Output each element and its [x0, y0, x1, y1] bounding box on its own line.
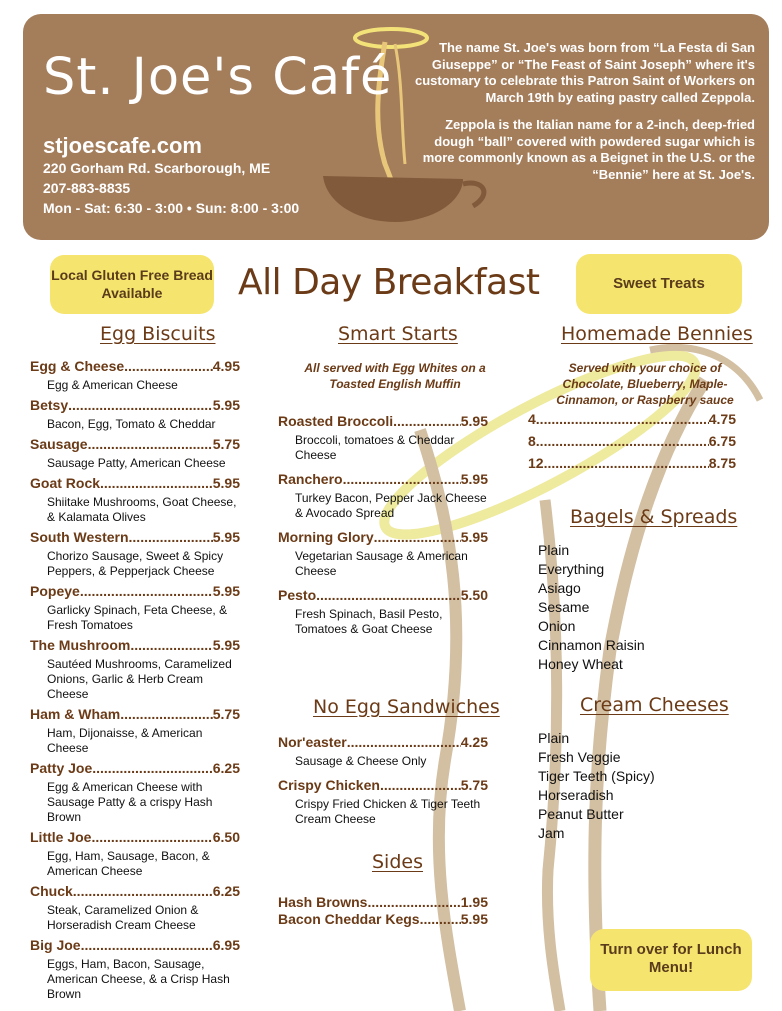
- leader-dots: [347, 734, 461, 750]
- menu-item-description: Steak, Caramelized Onion & Horseradish Cream Cheese: [47, 903, 199, 932]
- leader-dots: [130, 637, 212, 653]
- menu-item-name: Morning Glory: [278, 529, 374, 545]
- brand-name: St. Joe's Café: [43, 48, 393, 107]
- menu-item-price: 5.50: [460, 587, 488, 603]
- list-item: Plain: [538, 730, 570, 746]
- menu-item-name: Hash Browns: [278, 894, 368, 910]
- list-item: Jam: [538, 825, 565, 841]
- bagels-list: [538, 541, 645, 674]
- menu-item: [278, 777, 488, 827]
- bagels-title: Bagels & Spreads: [570, 506, 738, 528]
- bennies-note: Served with your choice of Chocolate, Blueberry, Maple-Cinnamon, or Raspberry sauce: [556, 361, 734, 407]
- list-item: Sesame: [538, 599, 590, 615]
- menu-item-header: [30, 829, 240, 845]
- menu-item-price: 5.95: [460, 529, 488, 545]
- story-paragraph: The name St. Joe's was born from “La Festa di San Giuseppe” or “The Feast of Saint Joseph” where it's customary to celebrate this Patron Saint of Workers on March 19th by eating pastry called Zeppola.: [414, 40, 755, 105]
- website-link[interactable]: stjoescafe.com: [43, 133, 202, 158]
- leader-dots: [73, 883, 213, 899]
- list-item: Cinnamon Raisin: [538, 637, 645, 653]
- menu-item-price: 4.75: [708, 411, 736, 427]
- menu-item: [278, 911, 488, 927]
- list-item: Peanut Butter: [538, 806, 624, 822]
- leader-dots: [68, 397, 213, 413]
- story-paragraph: Zeppola is the Italian name for a 2-inch, deep-fried dough “ball” covered with powdered sugar which is more commonly known as a Beignet in the U.S. or the “Bennie” here at St. Joe's.: [422, 117, 755, 182]
- address: 220 Gorham Rd. Scarborough, ME: [43, 160, 271, 176]
- menu-item-price: 6.50: [212, 829, 240, 845]
- leader-dots: [316, 587, 461, 603]
- menu-item: [528, 433, 736, 449]
- no-egg-list: [278, 734, 488, 835]
- menu-item-description: Sausage & Cheese Only: [295, 754, 427, 768]
- menu-item: [30, 358, 240, 393]
- list-item: Plain: [538, 542, 570, 558]
- menu-item-price: 6.95: [212, 937, 240, 953]
- list-item: Onion: [538, 618, 576, 634]
- menu-item-price: 6.25: [212, 883, 240, 899]
- menu-item: [30, 637, 240, 702]
- cream-cheeses-list: [538, 729, 655, 843]
- list-item: Honey Wheat: [538, 656, 623, 672]
- menu-item: [30, 529, 240, 579]
- leader-dots: [91, 829, 212, 845]
- menu-item-description: Broccoli, tomatoes & Cheddar Cheese: [295, 433, 455, 462]
- list-item: Horseradish: [538, 787, 614, 803]
- menu-item-name: Roasted Broccoli: [278, 413, 394, 429]
- smart-starts-list: [278, 413, 488, 645]
- menu-item-description: Ham, Dijonaisse, & American Cheese: [47, 726, 203, 755]
- menu-item-price: 5.75: [460, 777, 488, 793]
- menu-item-name: Big Joe: [30, 937, 81, 953]
- menu-item-description: Sausage Patty, American Cheese: [47, 456, 226, 470]
- menu-item-price: 6.75: [708, 433, 736, 449]
- leader-dots: [129, 529, 213, 545]
- turn-over-label: Turn over for Lunch Menu!: [600, 941, 742, 976]
- leader-dots: [380, 777, 461, 793]
- menu-item-price: 5.95: [212, 397, 240, 413]
- cream-cheeses-title: Cream Cheeses: [580, 694, 729, 716]
- menu-item: [30, 397, 240, 432]
- sweet-treats-badge: [576, 254, 742, 314]
- leader-dots: [393, 413, 461, 429]
- menu-item-name: Little Joe: [30, 829, 92, 845]
- list-item: Tiger Teeth (Spicy): [538, 768, 655, 784]
- menu-item-name: Crispy Chicken: [278, 777, 380, 793]
- turn-over-badge: [590, 929, 752, 991]
- gluten-free-label: Local Gluten Free Bread Available: [51, 267, 213, 301]
- menu-item-description: Sautéed Mushrooms, Caramelized Onions, Garlic & Herb Cream Cheese: [47, 657, 232, 701]
- sweet-treats-label: Sweet Treats: [613, 275, 705, 292]
- menu-item-price: 5.95: [460, 911, 488, 927]
- menu-item: [528, 411, 736, 427]
- menu-item-price: 5.95: [212, 637, 240, 653]
- leader-dots: [374, 529, 461, 545]
- gluten-free-badge: [50, 255, 214, 314]
- menu-item-name: Sausage: [30, 436, 88, 452]
- menu-item-name: Nor'easter: [278, 734, 347, 750]
- menu-item-name: The Mushroom: [30, 637, 131, 653]
- menu-item-header: [30, 583, 240, 599]
- menu-item-header: [30, 637, 240, 653]
- list-item: Asiago: [538, 580, 581, 596]
- menu-item-price: 5.95: [212, 583, 240, 599]
- menu-item-name: Betsy: [30, 397, 69, 413]
- menu-item-price: 5.75: [212, 706, 240, 722]
- menu-item: [528, 455, 736, 471]
- list-item: Everything: [538, 561, 605, 577]
- menu-item-description: Chorizo Sausage, Sweet & Spicy Peppers, & Pepperjack Cheese: [47, 549, 224, 578]
- leader-dots: [92, 760, 213, 776]
- menu-item-name: Ranchero: [278, 471, 343, 487]
- leader-dots: [120, 706, 213, 722]
- bennies-list: [528, 411, 736, 477]
- menu-item: [278, 894, 488, 910]
- menu-item: [278, 413, 488, 463]
- menu-item: [278, 529, 488, 579]
- menu-item-name: Popeye: [30, 583, 80, 599]
- leader-dots: [544, 455, 709, 471]
- menu-item-header: [30, 883, 240, 899]
- leader-dots: [88, 436, 213, 452]
- menu-item: [30, 829, 240, 879]
- hours: Mon - Sat: 6:30 - 3:00 • Sun: 8:00 - 3:00: [43, 200, 300, 216]
- egg-biscuits-title: Egg Biscuits: [100, 323, 216, 345]
- name-story: [410, 40, 755, 194]
- list-item: Fresh Veggie: [538, 749, 621, 765]
- menu-item-price: 6.25: [212, 760, 240, 776]
- menu-item-header: [278, 471, 488, 487]
- page-title: All Day Breakfast: [238, 262, 540, 303]
- menu-item-name: Patty Joe: [30, 760, 93, 776]
- menu-item-header: [278, 911, 488, 927]
- menu-item-name: 4: [528, 411, 536, 427]
- menu-item-price: 5.95: [460, 471, 488, 487]
- menu-item-price: 5.95: [212, 529, 240, 545]
- header-banner: [23, 14, 769, 240]
- no-egg-title: No Egg Sandwiches: [313, 696, 500, 718]
- menu-item-price: 1.95: [460, 894, 488, 910]
- menu-item-description: Shiitake Mushrooms, Goat Cheese, & Kalamata Olives: [47, 495, 237, 524]
- menu-item: [278, 471, 488, 521]
- sides-title: Sides: [372, 851, 423, 873]
- menu-item: [30, 937, 240, 1002]
- menu-item-header: [30, 760, 240, 776]
- leader-dots: [420, 911, 461, 927]
- menu-item-header: [528, 411, 736, 427]
- menu-item: [30, 760, 240, 825]
- menu-item-description: Fresh Spinach, Basil Pesto, Tomatoes & Goat Cheese: [295, 607, 443, 636]
- menu-item-description: Bacon, Egg, Tomato & Cheddar: [47, 417, 216, 431]
- menu-item-price: 5.95: [212, 475, 240, 491]
- menu-item-header: [30, 529, 240, 545]
- menu-item-name: 8: [528, 433, 536, 449]
- menu-item-header: [278, 734, 488, 750]
- menu-item-header: [30, 706, 240, 722]
- menu-item: [278, 734, 488, 769]
- menu-item-name: Bacon Cheddar Kegs: [278, 911, 420, 927]
- leader-dots: [536, 433, 709, 449]
- menu-item-description: Crispy Fried Chicken & Tiger Teeth Cream Cheese: [295, 797, 481, 826]
- contact-info: [43, 158, 299, 218]
- menu-item-name: South Western: [30, 529, 129, 545]
- smart-starts-title: Smart Starts: [338, 323, 458, 345]
- leader-dots: [343, 471, 461, 487]
- leader-dots: [536, 411, 709, 427]
- menu-item: [30, 706, 240, 756]
- menu-item-price: 5.75: [212, 436, 240, 452]
- menu-item-name: Egg & Cheese: [30, 358, 125, 374]
- phone-number: 207-883-8835: [43, 180, 131, 196]
- menu-item-header: [278, 529, 488, 545]
- menu-item-description: Egg & American Cheese: [47, 378, 178, 392]
- egg-biscuits-list: [30, 358, 240, 1006]
- menu-item-price: 5.95: [460, 413, 488, 429]
- menu-item-name: Chuck: [30, 883, 73, 899]
- bennies-title: Homemade Bennies: [561, 323, 753, 345]
- menu-item: [30, 475, 240, 525]
- leader-dots: [100, 475, 213, 491]
- menu-item-name: 12: [528, 455, 544, 471]
- menu-item-price: 4.95: [212, 358, 240, 374]
- menu-item-description: Garlicky Spinach, Feta Cheese, & Fresh Tomatoes: [47, 603, 228, 632]
- menu-item-name: Goat Rock: [30, 475, 101, 491]
- menu-item-header: [528, 433, 736, 449]
- menu-item-description: Turkey Bacon, Pepper Jack Cheese & Avocado Spread: [295, 491, 487, 520]
- menu-item-price: 4.25: [460, 734, 488, 750]
- smart-starts-note: All served with Egg Whites on a Toasted English Muffin: [304, 361, 486, 391]
- menu-item-price: 8.75: [708, 455, 736, 471]
- menu-item-header: [278, 413, 488, 429]
- menu-item: [30, 583, 240, 633]
- leader-dots: [367, 894, 460, 910]
- menu-item: [278, 587, 488, 637]
- menu-item-description: Egg, Ham, Sausage, Bacon, & American Cheese: [47, 849, 210, 878]
- menu-item-header: [30, 475, 240, 491]
- menu-item-header: [30, 937, 240, 953]
- menu-item: [30, 436, 240, 471]
- menu-item-name: Pesto: [278, 587, 317, 603]
- menu-item-header: [30, 436, 240, 452]
- menu-item-name: Ham & Wham: [30, 706, 121, 722]
- menu-item-description: Egg & American Cheese with Sausage Patty & a crispy Hash Brown: [47, 780, 213, 824]
- leader-dots: [81, 937, 213, 953]
- menu-item-header: [278, 587, 488, 603]
- leader-dots: [124, 358, 213, 374]
- menu-item: [30, 883, 240, 933]
- menu-item-header: [30, 397, 240, 413]
- sides-list: [278, 894, 488, 928]
- leader-dots: [80, 583, 213, 599]
- menu-item-header: [278, 894, 488, 910]
- menu-item-description: Vegetarian Sausage & American Cheese: [295, 549, 468, 578]
- menu-item-description: Eggs, Ham, Bacon, Sausage, American Cheese, & a Crisp Hash Brown: [47, 957, 230, 1001]
- menu-item-header: [30, 358, 240, 374]
- menu-item-header: [278, 777, 488, 793]
- menu-item-header: [528, 455, 736, 471]
